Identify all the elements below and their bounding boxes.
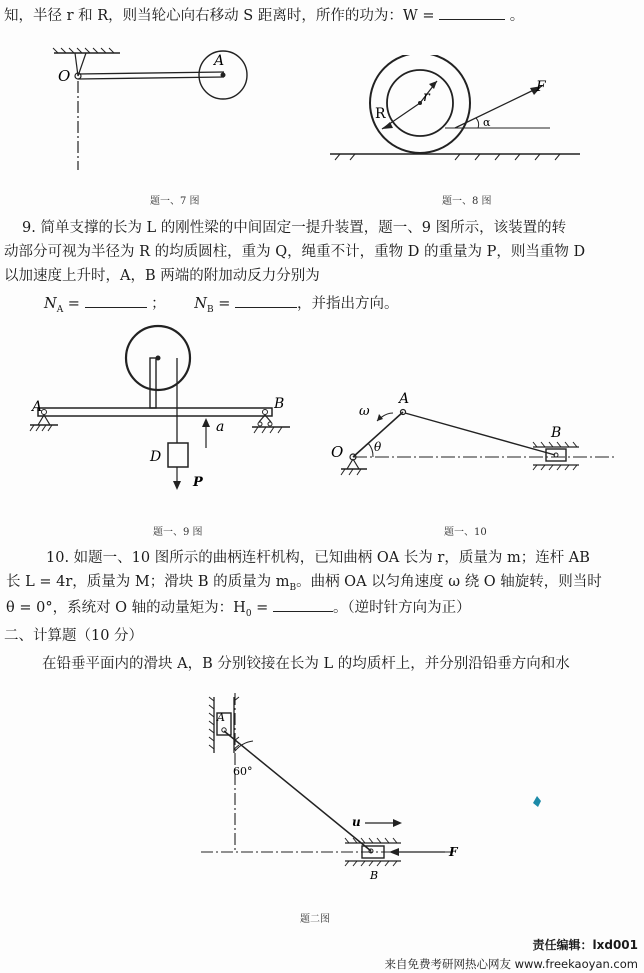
q9-nb: N bbox=[194, 296, 207, 312]
fig9-label-D: D bbox=[150, 449, 162, 465]
q10-line1: 10. 如题一、10 图所示的曲柄连杆机构，已知曲柄 OA 长为 r，质量为 m；连杆 AB bbox=[46, 550, 590, 566]
stray-ink-mark bbox=[531, 795, 543, 809]
figure-2 bbox=[195, 693, 460, 888]
q10-line2 bbox=[6, 572, 602, 598]
fig7-caption: 题一、7 图 bbox=[150, 196, 200, 207]
q9-line3: 以加速度上升时，A，B 两端的附加动反力分别为 bbox=[4, 268, 320, 284]
footer-editor: 责任编辑：lxd001 bbox=[532, 938, 638, 952]
figure-7 bbox=[50, 45, 270, 175]
figure-9 bbox=[28, 318, 298, 498]
section2-heading: 二、计算题（10 分） bbox=[4, 628, 144, 644]
fig2-label-B: B bbox=[370, 869, 379, 882]
fig7-label-o: O bbox=[58, 67, 71, 85]
q9-nb-eq: = bbox=[213, 296, 235, 312]
figure-8 bbox=[330, 55, 580, 175]
q10-line2-sub: B bbox=[289, 582, 297, 593]
fig8-label-alpha: α bbox=[483, 116, 491, 129]
fig2-caption: 题二图 bbox=[300, 914, 330, 925]
q10-line3-text: θ = 0°，系统对 O 轴的动量矩为：H bbox=[6, 600, 246, 616]
q9-sep: ； bbox=[151, 296, 166, 312]
fig8-caption: 题一、8 图 bbox=[442, 196, 492, 207]
q10-line2-end: 。曲柄 OA 以匀角速度 ω 绕 O 轴旋转，则当时 bbox=[296, 574, 602, 590]
q9-answer-line bbox=[44, 294, 398, 320]
fig8-label-r: r bbox=[423, 89, 430, 105]
fig9-caption: 题一、9 图 bbox=[153, 527, 203, 538]
top-text: 知，半径 r 和 R，则当轮心向右移动 S 距离时，所作的功为：W = bbox=[4, 8, 435, 24]
fig10-label-O: O bbox=[331, 443, 344, 461]
q10-line3-end: 。（逆时针方向为正） bbox=[332, 600, 471, 616]
fig10-caption: 题一、10 bbox=[444, 527, 487, 538]
q9-na-eq: = bbox=[63, 296, 85, 312]
q9-line1: 9. 简单支撑的长为 L 的刚性梁的中间固定一提升装置，题一、9 图所示，该装置的转 bbox=[22, 220, 567, 236]
answer-blank-h0 bbox=[273, 611, 333, 612]
top-line bbox=[4, 6, 524, 26]
fig10-label-A: A bbox=[399, 391, 410, 407]
fig10-label-theta: θ bbox=[374, 440, 382, 454]
fig2-label-u: u bbox=[352, 815, 361, 829]
fig9-label-B: B bbox=[274, 396, 285, 412]
answer-blank-nb bbox=[235, 307, 297, 308]
footer-source: 来自免费考研网热心网友 www.freekaoyan.com bbox=[384, 957, 638, 971]
fig9-label-P: P bbox=[193, 475, 203, 490]
fig8-label-F: F bbox=[536, 79, 546, 95]
fig9-label-a: a bbox=[216, 419, 225, 435]
figure-10 bbox=[325, 385, 615, 485]
q9-na-sub: A bbox=[56, 304, 64, 315]
fig10-label-omega: ω bbox=[359, 404, 370, 419]
q9-tail: ，并指出方向。 bbox=[296, 296, 399, 312]
fig2-label-angle: 60° bbox=[233, 765, 253, 778]
fig9-label-A: A bbox=[32, 399, 43, 415]
prob-line1: 在铅垂平面内的滑块 A，B 分别铰接在长为 L 的均质杆上，并分别沿铅垂方向和水 bbox=[42, 656, 570, 672]
q9-line2: 动部分可视为半径为 R 的均质圆柱，重为 Q，绳重不计，重物 D 的重量为 P，则当重物 D bbox=[4, 244, 586, 260]
answer-blank-w bbox=[439, 19, 505, 20]
q10-line2-text: 长 L = 4r，质量为 M；滑块 B 的质量为 m bbox=[6, 574, 290, 590]
q9-na: N bbox=[44, 296, 57, 312]
q10-line3-sub: 0 bbox=[245, 608, 252, 619]
fig2-label-A: A bbox=[217, 711, 225, 724]
q10-line3-eq: = bbox=[251, 600, 273, 616]
fig8-label-R: R bbox=[375, 106, 386, 122]
q9-nb-sub: B bbox=[206, 304, 214, 315]
top-end: 。 bbox=[509, 8, 525, 24]
fig7-label-a: A bbox=[214, 53, 225, 69]
answer-blank-na bbox=[85, 307, 147, 308]
fig10-label-B: B bbox=[551, 425, 562, 441]
fig2-label-F: F bbox=[449, 845, 458, 859]
q10-line3 bbox=[6, 598, 471, 624]
